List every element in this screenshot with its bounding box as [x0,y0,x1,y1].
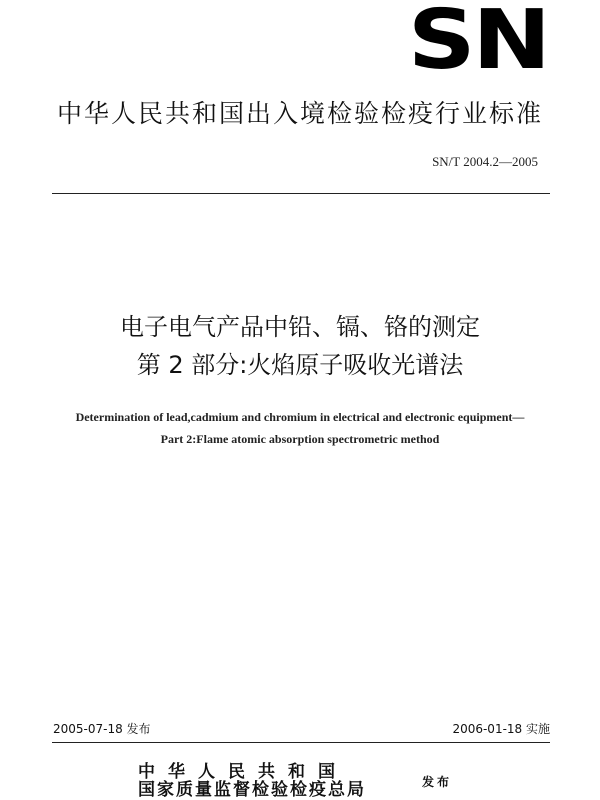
footer-divider [52,742,550,743]
issuer-line-2: 国家质量监督检验检疫总局 [138,780,366,800]
issue-date: 2005-07-18 发布 [53,722,151,736]
header-divider [52,193,550,194]
standard-organization: 中华人民共和国出入境检验检疫行业标准 [56,99,543,128]
english-title-line-2: Part 2:Flame atomic absorption spectrometric method [160,432,440,446]
standard-code: SN/T 2004.2—2005 [432,154,538,169]
publish-label: 发布 [422,775,453,789]
sn-logo: SN [408,0,548,88]
english-title-line-1: Determination of lead,cadmium and chromium in electrical and electronic equipment— [75,410,525,424]
english-title [0,406,600,450]
implementation-date: 2006-01-18 实施 [452,722,550,736]
issuer-line-1: 中华人民共和国 [138,762,348,782]
chinese-title-line-2: 第 2 部分:火焰原子吸收光谱法 [136,351,464,379]
chinese-title-line-1: 电子电气产品中铅、镉、铬的测定 [120,313,480,341]
chinese-title [0,308,600,384]
